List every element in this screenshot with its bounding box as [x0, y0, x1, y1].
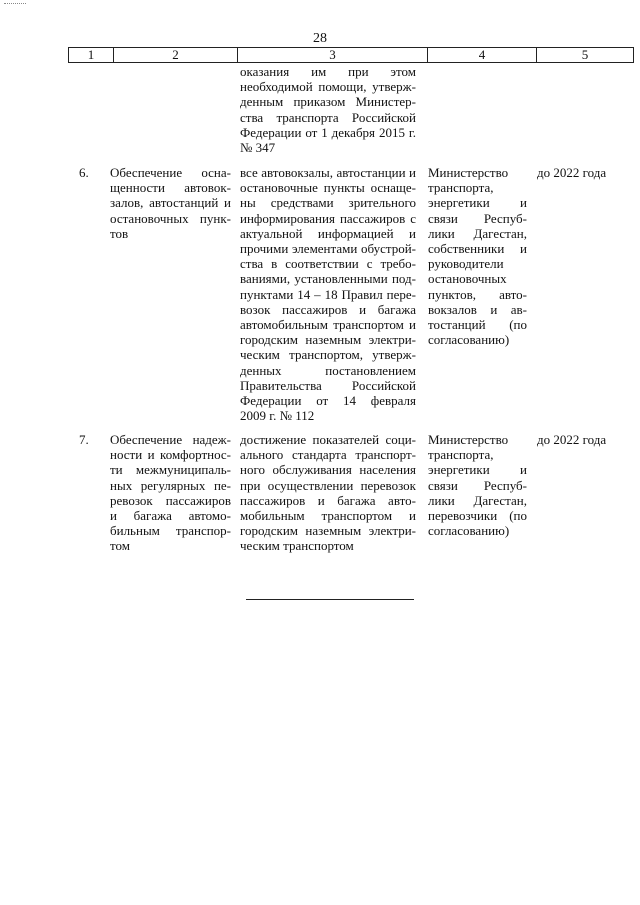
cell-text-line: информирования пассажиров с [240, 210, 416, 226]
cell-text-line: прочими элементами обустрой- [240, 241, 416, 257]
cell-text-line: остановочных пунк- [110, 210, 231, 226]
page-number: 28 [313, 31, 327, 46]
cell-text-line: тостанций (по [428, 317, 527, 333]
table-row-continuation-description [240, 64, 416, 155]
cell-text-line: лики Дагестан, [428, 492, 527, 508]
table-row-7-number: 7. [79, 432, 89, 447]
cell-text-line: городским наземным электри- [240, 523, 416, 539]
cell-text-line: ревозок пассажиров [110, 492, 231, 508]
cell-text-line: остановочных [428, 271, 507, 287]
cell-text-line: пунктами 14 – 18 Правил пере- [240, 286, 416, 302]
table-header-col-3: 3 [238, 48, 428, 62]
cell-text-line: согласованию) [428, 523, 510, 539]
cell-text-line: перевозчики (по [428, 508, 527, 524]
table-row-6-deadline: до 2022 года [537, 165, 607, 180]
cell-text-line: тов [110, 225, 129, 241]
table-row-6-responsible [428, 165, 527, 347]
cell-text-line: ти межмуниципаль- [110, 462, 231, 478]
table-header-row [68, 47, 634, 63]
cell-text-line: актуальной информацией и [240, 225, 416, 241]
cell-text-line: ства транспорта Российской [240, 109, 416, 125]
cell-text-line: денных постановлением [240, 362, 416, 378]
table-row-6-number: 6. [79, 165, 89, 180]
cell-text-line: энергетики и [428, 195, 527, 211]
cell-text-line: ческим транспортом [240, 538, 354, 554]
cell-text-line: Правительства Российской [240, 377, 416, 393]
cell-text-line: Обеспечение осна- [110, 165, 231, 180]
cell-text-line: ческим транспортом, утверж- [240, 347, 416, 363]
cell-text-line: необходимой помощи, утверж- [240, 79, 416, 95]
table-row-6-description [240, 165, 416, 423]
cell-text-line: согласованию) [428, 332, 510, 348]
table-header-col-4: 4 [428, 48, 537, 62]
cell-text-line: № 347 [240, 140, 276, 156]
closing-rule [246, 599, 414, 600]
table-row-7-measure [110, 432, 231, 554]
table-header-col-5: 5 [581, 47, 589, 62]
cell-text-line: пунктов, авто- [428, 286, 527, 302]
cell-text-line: Министерство [428, 165, 509, 180]
cell-text-line: щенности автовок- [110, 180, 231, 196]
cell-text-line: ности и комфортнос- [110, 447, 231, 463]
cell-text-line: оказания им при этом [240, 64, 416, 79]
table-row-7-deadline: до 2022 года [537, 432, 607, 447]
cell-text-line: том [110, 538, 130, 554]
cell-text-line: 2009 г. № 112 [240, 408, 315, 424]
table-row-7-responsible [428, 432, 527, 538]
cell-text-line: мобильным транспортом и [240, 508, 416, 524]
cell-text-line: Обеспечение надеж- [110, 432, 231, 447]
cell-text-line: бильным транспор- [110, 523, 231, 539]
cell-text-line: ваниями, установленными под- [240, 271, 416, 287]
cell-text-line: лики Дагестан, [428, 225, 527, 241]
cell-text-line: пассажиров и багажа авто- [240, 492, 416, 508]
cell-text-line: остановочные пункты оснаще- [240, 180, 416, 196]
table-row-7-description [240, 432, 416, 554]
table-header-col-1: 1 [69, 48, 114, 62]
cell-text-line: собственники и [428, 241, 527, 257]
cell-text-line: ства в соответствии с требо- [240, 256, 416, 272]
cell-text-line: городским наземным электри- [240, 332, 416, 348]
cell-text-line: связи Респуб- [428, 210, 527, 226]
cell-text-line: ного обслуживания населения [240, 462, 416, 478]
cell-text-line: энергетики и [428, 462, 527, 478]
cell-text-line: Федерации от 1 декабря 2015 г. [240, 124, 416, 140]
cell-text-line: денным приказом Министер- [240, 94, 416, 110]
cell-text-line: вокзалов и ав- [428, 301, 527, 317]
cell-text-line: транспорта, [428, 447, 494, 463]
cell-text-line: связи Респуб- [428, 477, 527, 493]
cell-text-line: возок пассажиров и багажа [240, 301, 416, 317]
cell-text-line: при осуществлении перевозок [240, 477, 416, 493]
cell-text-line: Федерации от 14 февраля [240, 393, 416, 409]
cell-text-line: залов, автостанций и [110, 195, 231, 211]
cell-text-line: все автовокзалы, автостанции и [240, 165, 416, 180]
cell-text-line: ных регулярных пе- [110, 477, 231, 493]
cell-text-line: ны средствами зрительного [240, 195, 416, 211]
cell-text-line: достижение показателей соци- [240, 432, 416, 447]
table-row-6-measure [110, 165, 231, 241]
cell-text-line: Министерство [428, 432, 509, 447]
table-header-col-2: 2 [114, 48, 238, 62]
cell-text-line: транспорта, [428, 180, 494, 196]
cell-text-line: и багажа автомо- [110, 508, 231, 524]
scan-artifact [4, 3, 26, 4]
cell-text-line: автомобильным транспортом и [240, 317, 416, 333]
cell-text-line: руководители [428, 256, 504, 272]
cell-text-line: ального стандарта транспорт- [240, 447, 416, 463]
